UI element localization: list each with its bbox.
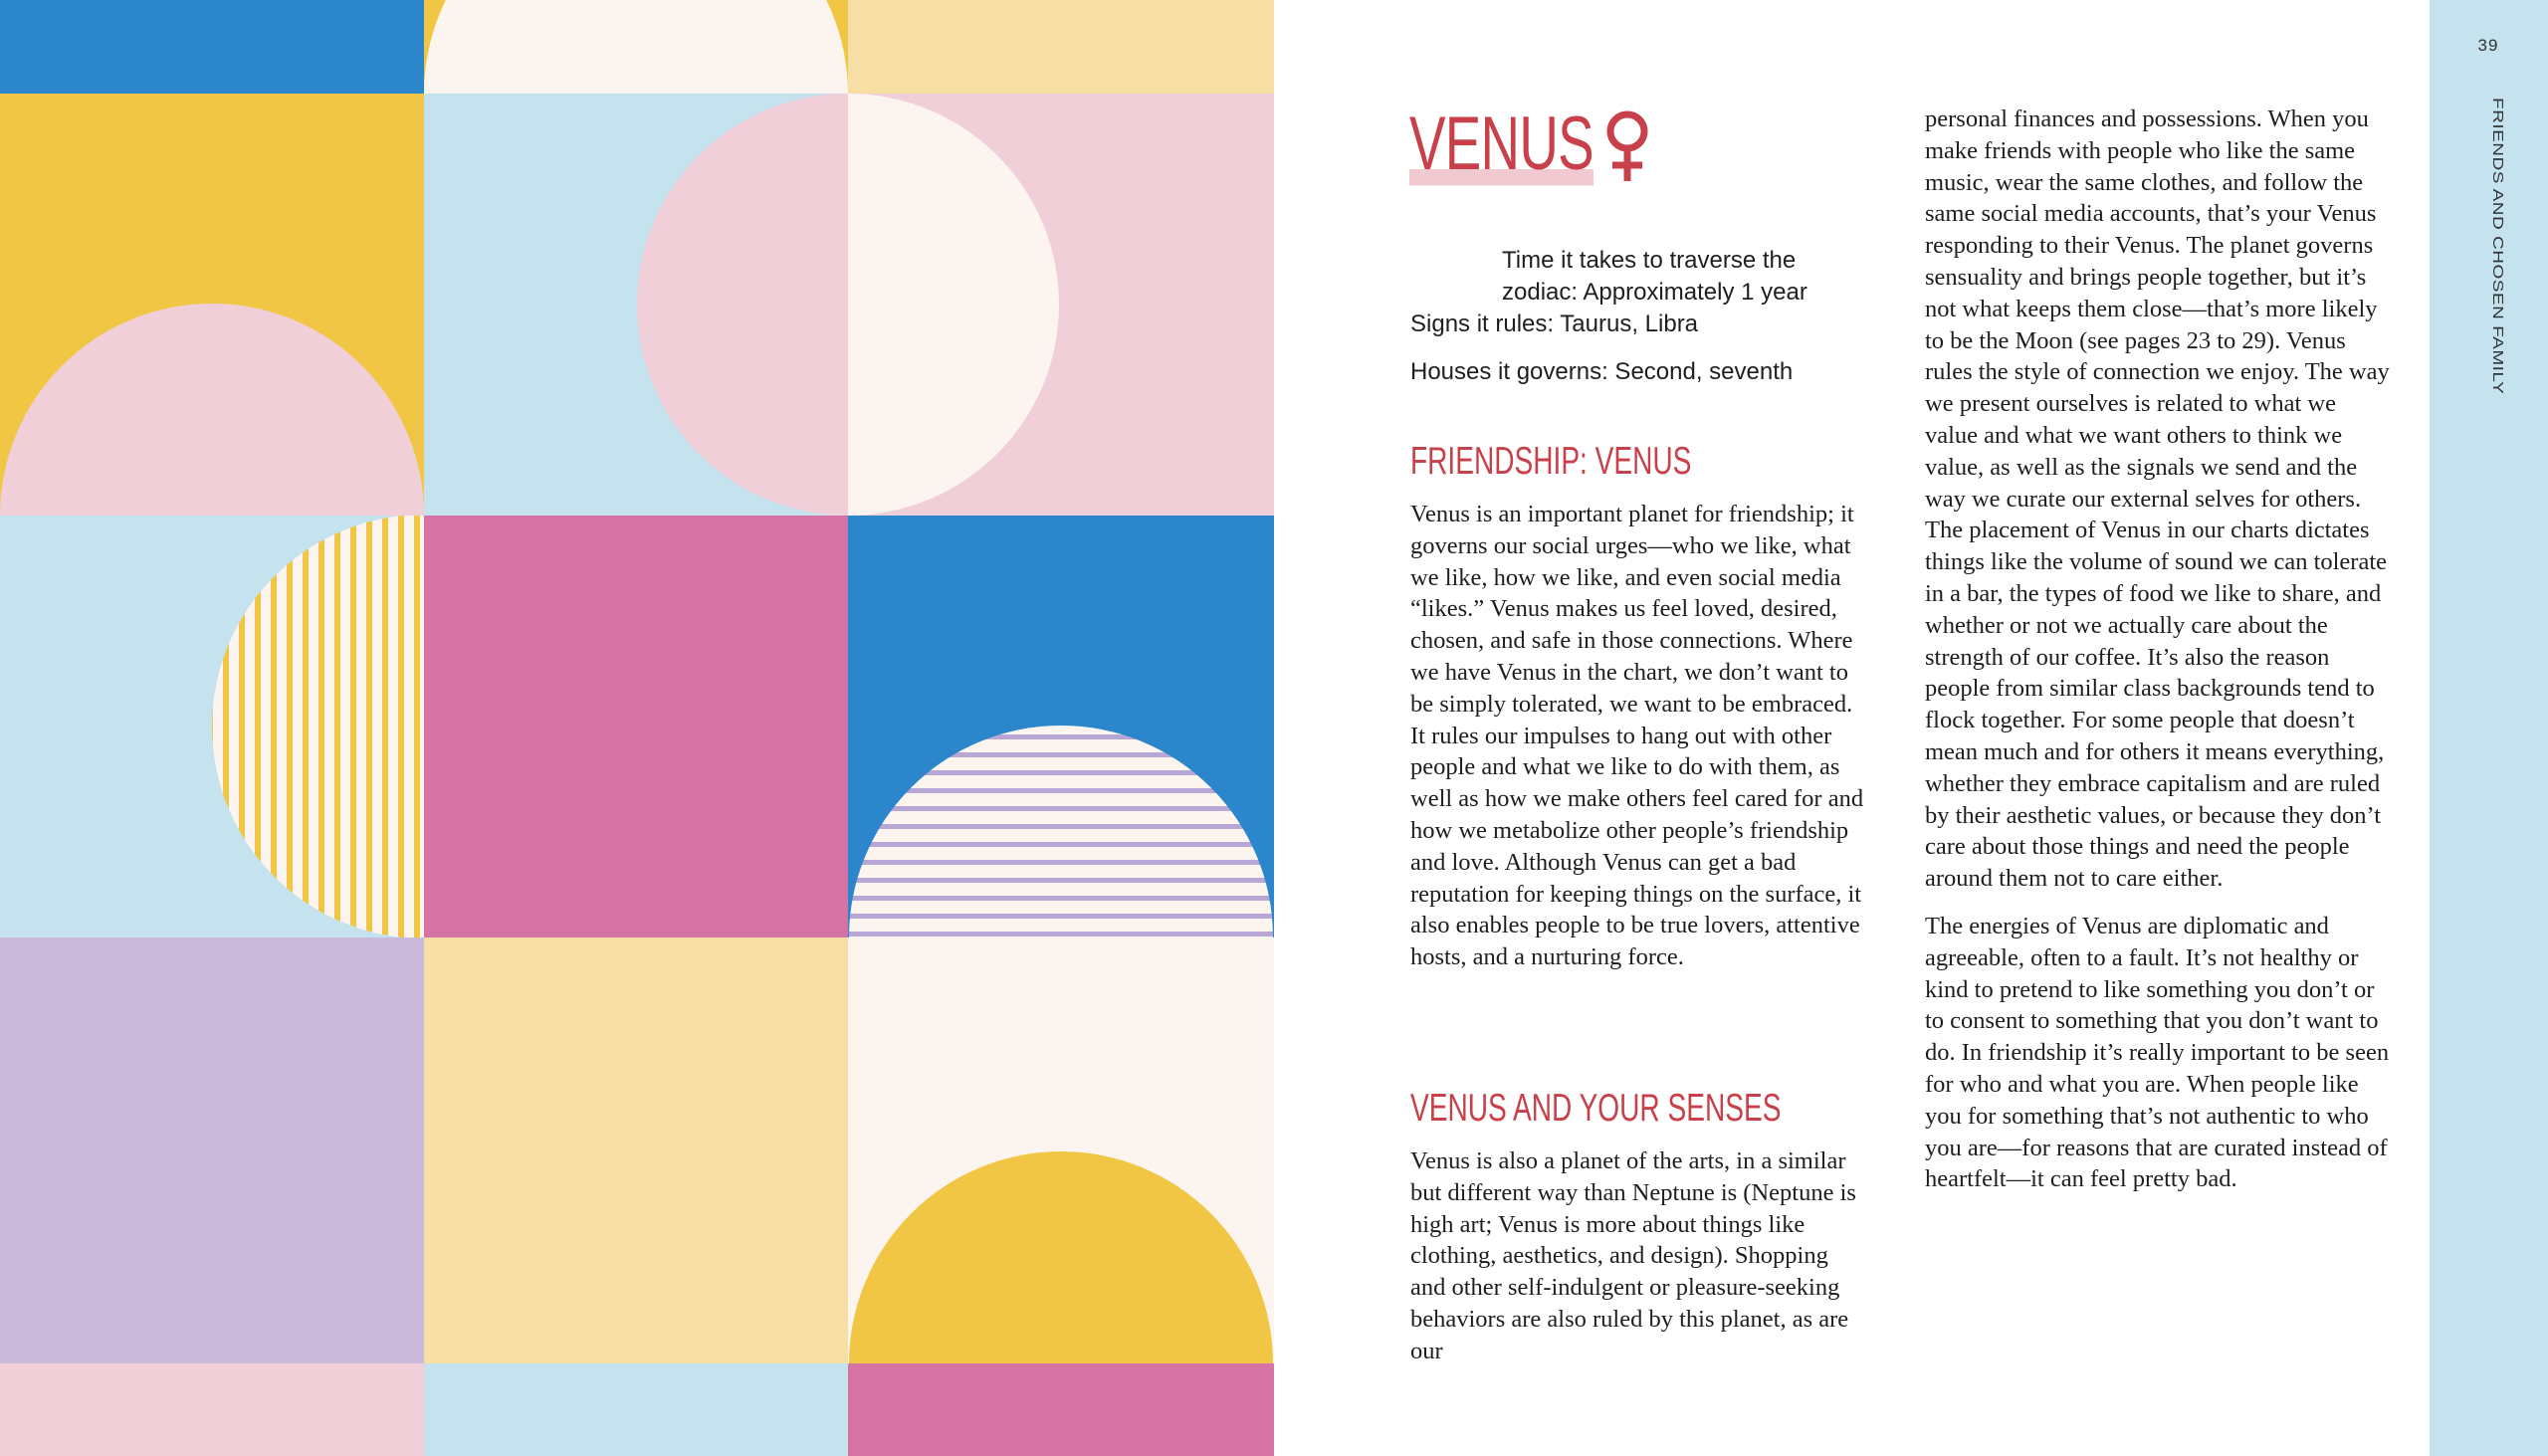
running-head: FRIENDS AND CHOSEN FAMILY <box>2488 98 2506 395</box>
paragraph: personal finances and possessions. When you make friends with people who like the same music, wear the same clothes, and follow the same social media accounts, that’s your Venus responding to their Venus. The planet governs sensuality and brings people together, but it’s not what keeps them close—that’s more likely to be the Moon (see pages 23 to 29). Venus rules the style of connection we enjoy. The way we present ourselves is related to what we value and what we want others to think we value, as well as the signals we send and the way we curate our external selves for others. The placement of Venus in our charts dictates things like the volume of sound we can tolerate in a bar, the types of food we like to share, and whether or not we actually care about the strength of our coffee. It’s also the reason people from similar class backgrounds tend to flock together. For some people that doesn’t mean much and for others it means everything, whether they embrace capitalism and are ruled by their aesthetic values, or because they don’t care about those things and need the people around them not to care either. <box>1925 105 2390 893</box>
art-tile <box>848 1363 1274 1456</box>
page-number: 39 <box>2477 36 2499 55</box>
venus-symbol-icon <box>1602 109 1652 185</box>
planet-facts <box>1410 245 1858 388</box>
art-tile <box>0 0 424 94</box>
art-tile <box>0 1363 424 1456</box>
heading-friendship: FRIENDSHIP: VENUS <box>1410 440 1692 483</box>
text-senses <box>1410 1145 1868 1367</box>
paragraph: Venus is also a planet of the arts, in a similar but different way than Neptune is (Neptune is high art; Venus is more about things like clothing, aesthetics, and design). Shopping and other self-indulgent or pleasure-seeking behaviors are also ruled by this planet, as are our <box>1410 1147 1856 1364</box>
fact-houses: Houses it governs: Second, seventh <box>1410 358 1794 385</box>
art-tile <box>424 516 848 937</box>
page-title: VENUS <box>1409 100 1593 189</box>
fact-signs: Signs it rules: Taurus, Libra <box>1410 311 1699 337</box>
art-tile <box>848 0 1274 94</box>
paragraph: The energies of Venus are diplomatic and agreeable, often to a fault. It’s not healthy or kind to pretend to like something you don’t or to consent to something that you don’t want to do. In friendship it’s really important to be seen for who and what you are. When people like you for something that’s not authentic to who you are—for reasons that are curated instead of heartfelt—it can feel pretty bad. <box>1925 912 2390 1193</box>
art-tile <box>0 937 424 1363</box>
text-column-2 <box>1925 104 2393 1195</box>
heading-senses: VENUS AND YOUR SENSES <box>1410 1087 1782 1130</box>
fact-traverse: Time it takes to traverse the zodiac: Approximately 1 year <box>1502 247 1807 306</box>
text-friendship <box>1410 499 1868 973</box>
art-tile <box>424 1363 848 1456</box>
paragraph: Venus is an important planet for friendship; it governs our social urges—who we like, what we like, how we like, and even social media “likes.” Venus makes us feel loved, desired, chosen, and safe in those connections. Where we have Venus in the chart, we don’t want to be simply tolerated, we want to be embraced. It rules our impulses to hang out with other people and what we like to do with them, as well as how we make others feel cared for and how we metabolize other people’s friendship and love. Although Venus can get a bad reputation for keeping things on the surface, it also enables people to be true lovers, attentive hosts, and a nurturing force. <box>1410 501 1864 971</box>
art-tile <box>424 937 848 1363</box>
